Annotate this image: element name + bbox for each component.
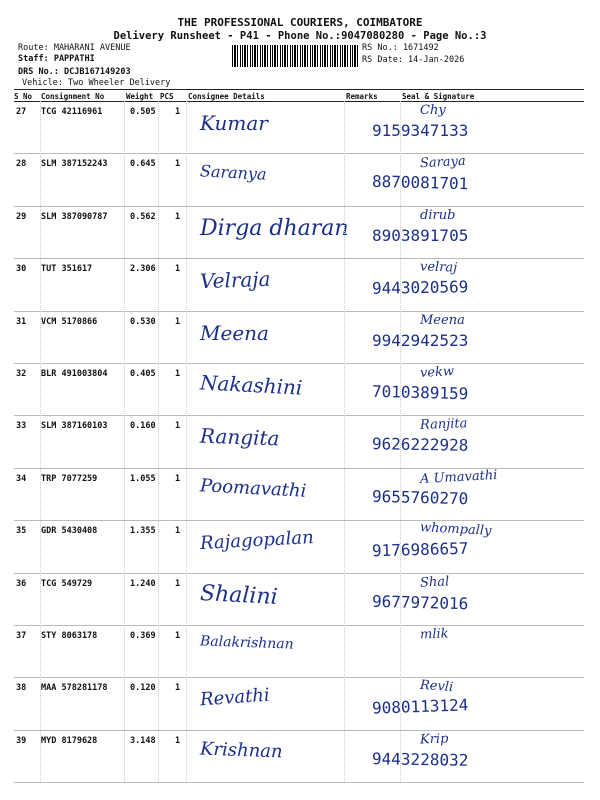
col-consignee: Consignee Details xyxy=(188,92,265,101)
row-phone-number: 9626222928 xyxy=(371,434,469,456)
row-pcs: 1 xyxy=(175,735,181,746)
barcode-image xyxy=(232,45,358,67)
row-sno: 30 xyxy=(16,264,27,275)
row-signature: Ranjita xyxy=(419,416,468,434)
row-phone-number: 9443228032 xyxy=(371,748,469,770)
col-pcs: PCS xyxy=(160,92,174,101)
row-divider xyxy=(14,468,584,469)
rs-number: RS No.: 1671492 xyxy=(362,43,439,53)
row-consignment-no: BLR 491003804 xyxy=(41,369,108,379)
row-consignment-no: GDR 5430408 xyxy=(41,526,98,537)
row-pcs: 1 xyxy=(175,683,181,694)
row-signature: mlik xyxy=(419,626,449,643)
row-weight: 0.645 xyxy=(130,159,156,170)
row-divider xyxy=(14,677,584,678)
row-pcs: 1 xyxy=(175,211,181,222)
column-divider xyxy=(344,101,345,782)
row-consignment-no: SLM 387090787 xyxy=(41,211,108,222)
row-phone-number: 9176986657 xyxy=(371,538,469,561)
row-signature: dirub xyxy=(420,207,456,223)
table-header-border xyxy=(14,101,584,102)
row-sno: 37 xyxy=(16,631,27,641)
row-divider xyxy=(14,363,584,364)
row-consignment-no: MAA 578281178 xyxy=(41,683,108,694)
row-phone-number: 9655760270 xyxy=(371,486,469,509)
row-consignment-no: TRP 7077259 xyxy=(41,473,98,484)
row-weight: 0.120 xyxy=(130,683,156,694)
row-pcs: 1 xyxy=(175,526,181,537)
row-divider xyxy=(14,782,584,783)
row-divider xyxy=(14,311,584,312)
row-signature: Revli xyxy=(419,678,454,696)
row-consignee-name: Rangita xyxy=(199,424,280,451)
row-phone-number: 8870081701 xyxy=(371,172,469,194)
row-signature: A Umavathi xyxy=(419,467,498,487)
row-weight: 0.405 xyxy=(130,369,156,379)
row-consignment-no: TCG 42116961 xyxy=(41,107,103,117)
column-divider xyxy=(158,101,159,782)
row-phone-number: 9677972016 xyxy=(371,591,469,613)
row-sno: 28 xyxy=(16,159,27,170)
row-consignee-name: Revathi xyxy=(199,684,271,711)
row-sno: 33 xyxy=(16,421,27,432)
row-consignee-name: Balakrishnan xyxy=(199,633,294,653)
row-phone-number: 9942942523 xyxy=(372,330,469,350)
row-consignee-name: Kumar xyxy=(200,111,268,135)
row-signature: Meena xyxy=(420,312,465,328)
row-sno: 31 xyxy=(16,316,27,327)
row-consignee-name: Dirga dharan xyxy=(200,215,349,241)
row-consignee-name: Rajagopalan xyxy=(199,527,315,555)
row-pcs: 1 xyxy=(175,631,181,641)
row-consignment-no: SLM 387152243 xyxy=(41,159,108,170)
col-consignment: Consignment No xyxy=(41,92,105,101)
row-divider xyxy=(14,415,584,416)
row-pcs: 1 xyxy=(175,578,181,589)
row-sno: 39 xyxy=(16,735,27,746)
row-consignee-name: Poomavathi xyxy=(199,475,307,502)
rs-date: RS Date: 14-Jan-2026 xyxy=(362,55,465,65)
row-sno: 35 xyxy=(16,526,27,537)
runsheet-subtitle: Delivery Runsheet - P41 - Phone No.:9047080280 - Page No.:3 xyxy=(113,30,487,42)
row-sno: 36 xyxy=(16,578,27,589)
column-divider xyxy=(186,101,187,782)
row-consignment-no: VCM 5170866 xyxy=(41,316,98,327)
column-divider xyxy=(400,101,401,782)
row-signature: velraj xyxy=(419,259,458,276)
column-divider xyxy=(124,101,125,782)
row-weight: 0.369 xyxy=(130,631,156,641)
row-consignee-name: Shalini xyxy=(199,580,279,610)
row-divider xyxy=(14,625,584,626)
drs-number: DRS No.: DCJB167149203 xyxy=(18,67,131,77)
row-sno: 34 xyxy=(16,473,27,484)
row-consignee-name: Krishnan xyxy=(199,738,283,763)
row-weight: 1.240 xyxy=(130,578,156,589)
row-divider xyxy=(14,206,584,207)
row-consignee-name: Meena xyxy=(200,320,269,345)
row-consignee-name: Saranya xyxy=(199,161,268,185)
row-phone-number: 9159347133 xyxy=(372,121,469,140)
staff-label: Staff: PAPPATHI xyxy=(18,54,95,64)
row-sno: 32 xyxy=(16,369,27,379)
col-remarks: Remarks xyxy=(346,92,378,101)
row-pcs: 1 xyxy=(175,264,181,275)
row-signature: whompally xyxy=(419,520,492,540)
column-divider xyxy=(40,101,41,782)
row-consignment-no: STY 8063178 xyxy=(41,631,98,641)
row-weight: 0.160 xyxy=(130,421,156,432)
row-weight: 0.530 xyxy=(130,316,156,327)
row-divider xyxy=(14,153,584,154)
row-consignee-name: Nakashini xyxy=(199,370,303,400)
row-signature: Chy xyxy=(420,103,446,118)
row-divider xyxy=(14,258,584,259)
row-divider xyxy=(14,730,584,731)
route-label: Route: MAHARANI AVENUE xyxy=(18,43,131,53)
row-signature: Shal xyxy=(419,573,450,591)
row-phone-number: 9080113124 xyxy=(371,695,469,719)
table-top-border xyxy=(14,89,584,90)
row-weight: 1.055 xyxy=(130,473,156,484)
company-title: THE PROFESSIONAL COURIERS, COIMBATORE xyxy=(177,16,423,29)
row-phone-number: 8903891705 xyxy=(372,225,469,245)
row-phone-number: 9443020569 xyxy=(371,277,469,299)
col-weight: Weight xyxy=(126,92,154,101)
row-pcs: 1 xyxy=(175,421,181,432)
row-pcs: 1 xyxy=(175,159,181,170)
row-sno: 27 xyxy=(16,107,27,117)
row-phone-number: 7010389159 xyxy=(371,381,469,404)
row-pcs: 1 xyxy=(175,473,181,484)
col-sno: S No xyxy=(14,92,33,101)
row-signature: Saraya xyxy=(419,154,467,172)
row-signature: Krip xyxy=(419,731,449,748)
row-weight: 2.306 xyxy=(130,264,156,275)
col-seal-signature: Seal & Signature xyxy=(402,92,475,101)
row-signature: vekw xyxy=(419,364,455,381)
row-weight: 3.148 xyxy=(130,735,156,746)
row-consignment-no: MYD 8179628 xyxy=(41,735,98,746)
row-pcs: 1 xyxy=(175,369,181,379)
row-pcs: 1 xyxy=(175,107,181,117)
row-sno: 38 xyxy=(16,683,27,694)
row-weight: 0.505 xyxy=(130,107,156,117)
row-divider xyxy=(14,520,584,521)
row-consignee-name: Velraja xyxy=(199,266,271,294)
row-consignment-no: SLM 387160103 xyxy=(41,421,108,432)
vehicle-label: Vehicle: Two Wheeler Delivery xyxy=(22,78,171,88)
row-consignment-no: TUT 351617 xyxy=(41,264,93,275)
row-sno: 29 xyxy=(16,211,27,222)
row-weight: 1.355 xyxy=(130,526,156,537)
row-weight: 0.562 xyxy=(130,211,156,222)
row-divider xyxy=(14,573,584,574)
row-pcs: 1 xyxy=(175,316,181,327)
row-consignment-no: TCG 549729 xyxy=(41,578,93,589)
